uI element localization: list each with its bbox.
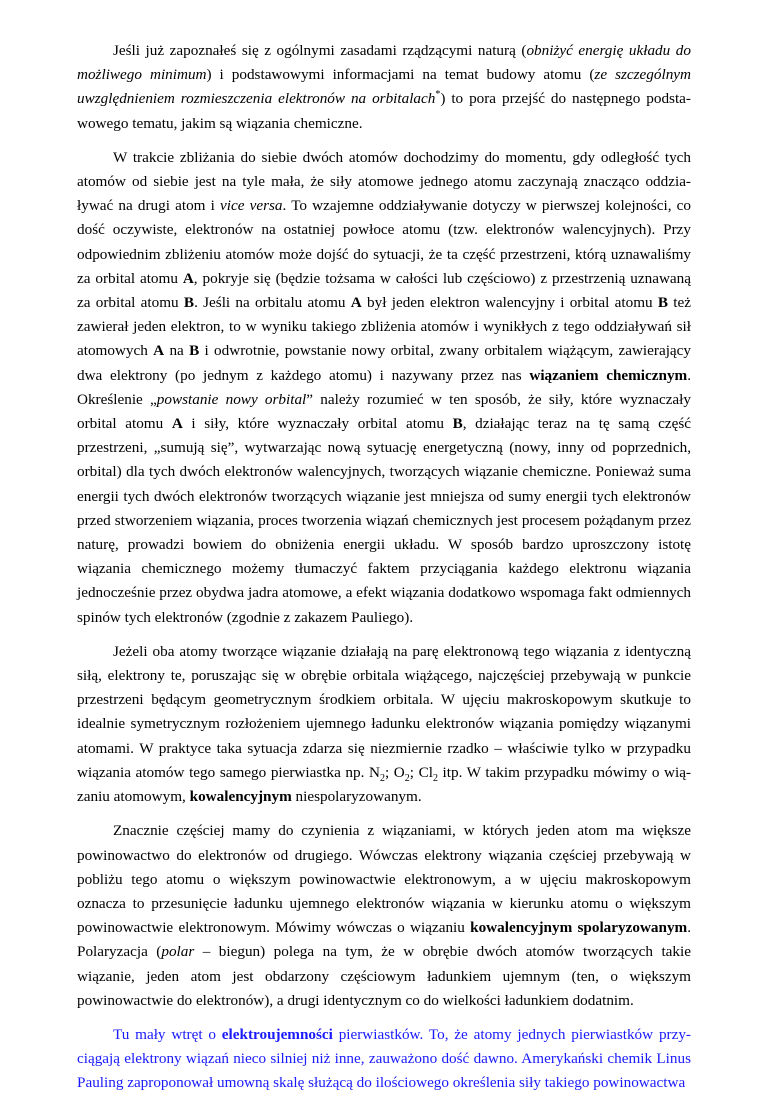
text-run: ) to pora przejść do następnego podsta-wowego tematu, jakim są wiązania chemiczne.: [77, 90, 691, 132]
italic-phrase: powstanie nowy orbital: [156, 390, 307, 408]
bold-term: kowalencyjnym spolaryzowanym: [470, 919, 688, 937]
italic-phrase: obniżyć energię układu do możliwego minimum: [77, 42, 691, 84]
bold-term: A: [350, 294, 362, 312]
text-run: . Określenie „: [77, 366, 691, 408]
text-run: itp. W takim przypadku mówimy o wią-zaniu atomowym,: [77, 763, 691, 806]
text-run: ) i podstawowymi informacjami na temat budowy atomu (: [206, 66, 595, 84]
paragraph-polar-bond: [77, 819, 691, 1013]
text-run: ; O: [384, 763, 405, 781]
paragraph-intro: [77, 39, 691, 136]
bold-term: B: [657, 294, 669, 312]
text-run: na: [164, 342, 190, 360]
text-run: Jeśli już zapoznałeś się z ogólnymi zasadami rządzącymi naturą (: [113, 42, 527, 59]
text-run: Znacznie częściej mamy do czynienia z wiązaniami, w których jeden atom ma większe powinowactwo do elektronów od drugiego. Wówczas elektrony wiązania częściej przebywają w pobliżu tego atomu o większym powinowactwie elektronowym, a w ujęciu makroskopowym oznacza to przesunięcie ładunku ujemnego elektronów wiązania w kierunku atomu o większym powinowactwie elektronowym. Mówimy wówczas o wiązaniu: [77, 822, 691, 937]
text-run: , pokryje się (będzie tożsama w całości lub częściowo) z przestrzenią uznawaną za orbital atomu: [77, 269, 691, 312]
bold-term: elektroujemności: [221, 1025, 333, 1043]
script-text: 2: [404, 772, 410, 784]
script-text: 2: [379, 772, 385, 784]
text-run: W trakcie zbliżania do siebie dwóch atomów dochodzimy do momentu, gdy odległość tych atomów od siebie jest na tyle mała, że siły atomowe jednego atomu zaczynają znacząco oddzia-ływać na drugi atom i: [77, 148, 691, 215]
bold-term: B: [452, 415, 463, 433]
italic-phrase: ze szczególnym uwzględnieniem rozmieszczenia elektronów na orbitalach: [77, 66, 691, 108]
text-run: niespolaryzowanym.: [291, 788, 422, 806]
bold-term: wiązaniem chemicznym: [529, 366, 688, 384]
paragraph-nonpolar-bond: [77, 640, 691, 809]
paragraph-electronegativity: [77, 1023, 691, 1096]
text-run: też zawierał jeden elektron, to w wyniku takiego zbliżenia atomów i wynikłych z tego oddziaływań sił atomowych: [77, 294, 691, 360]
bold-term: A: [171, 415, 183, 433]
bold-term: B: [189, 342, 200, 360]
script-text: *: [435, 89, 441, 101]
paragraph-bond-formation: [77, 146, 691, 630]
bold-term: A: [153, 342, 165, 360]
text-run: Tu mały wtręt o: [113, 1025, 222, 1043]
text-run: , działając teraz na tę samą część przestrzeni, „sumują się”, wytwarzając nową sytuację energetyczną (nowy, inny od poprzednich, orbital) dla tych dwóch elektronów walencyjnych, tworzących wiązanie chemiczne. Ponieważ suma energii tych dwóch elektronów tworzących wiązanie jest mniejsza od sumy energii tych elektronów przed stworzeniem wiązania, proces tworzenia wiązań chemicznych jest procesem pożądanym przez naturę, prowadzi bowiem do obniżenia energii układu. W sposób bardzo uproszczony istotę wiązania chemicznego możemy tłumaczyć faktem przyciągania każdego elektronu wiązania jednocześnie przez obydwa jadra atomowe, a efekt wiązania dodatkowo wspomaga fakt odmiennych spinów tych elektronów (zgodnie z zakazem Pauliego).: [77, 415, 692, 626]
italic-phrase: vice versa: [220, 197, 283, 215]
italic-phrase: polar: [161, 943, 195, 961]
text-run: . To wzajemne oddziaływanie dotyczy w pierwszej kolejności, co dość oczywiste, elektronów na ostatniej powłoce atomu (tzw. elektronów walencyjnych). Przy odpowiednim zbliżeniu atomów może dojść do sytuacji, że ta część przestrzeni, którą uznawaliśmy za orbital atomu: [77, 197, 691, 287]
text-run: pierwiastków. To, że atomy jednych pierwiastków przy-ciągają elektrony wiązań nieco silniej niż inne, zauważono dość dawno. Amerykański chemik Linus Pauling zaproponował umowną skalę służącą do ilościowego określenia siły takiego powinowactwa: [77, 1025, 691, 1092]
text-run: ; Cl: [409, 763, 433, 781]
text-run: i siły, które wyznaczały orbital atomu: [182, 415, 453, 433]
bold-term: B: [183, 294, 195, 312]
text-run: i odwrotnie, powstanie nowy orbital, zwany orbitalem wiążącym, zawierający dwa elektrony (po jednym z każdego atomu) i nazywany przez nas: [77, 342, 691, 384]
text-run: – biegun) polega na tym, że w obrębie dwóch atomów tworzących takie wiązanie, jeden atom jest obdarzony częściowym ładunkiem ujemnym (ten, o większym powinowactwie do elektronów), a drugi identycznym co do wielkości ładunkiem dodatnim.: [77, 943, 691, 1009]
script-text: 2: [432, 772, 438, 784]
bold-term: kowalencyjnym: [189, 788, 292, 806]
text-run: . Jeśli na orbitalu atomu: [194, 294, 351, 312]
text-run: . Polaryzacja (: [77, 919, 691, 961]
text-run: Jeżeli oba atomy tworzące wiązanie działają na parę elektronową tego wiązania z identyczną siłą, elektrony te, poruszając się w obrębie orbitala wiążącego, najczęściej przebywają w punkcie przestrzeni będącym geometrycznym środkiem orbitala. W ujęciu makroskopowym skutkuje to idealnie symetrycznym rozłożeniem ujemnego ładunku elektronów wiązania pomiędzy wiązanymi atomami. W praktyce taka sytuacja zdarza się niezmiernie rzadko – właściwie tylko w przypadku wiązania atomów tego samego pierwiastka np. N: [77, 642, 691, 781]
text-run: ” należy rozumieć w ten sposób, że siły, które wyznaczały orbital atomu: [77, 390, 691, 433]
text-run: był jeden elektron walencyjny i orbital atomu: [361, 294, 658, 312]
bold-term: A: [182, 269, 194, 287]
